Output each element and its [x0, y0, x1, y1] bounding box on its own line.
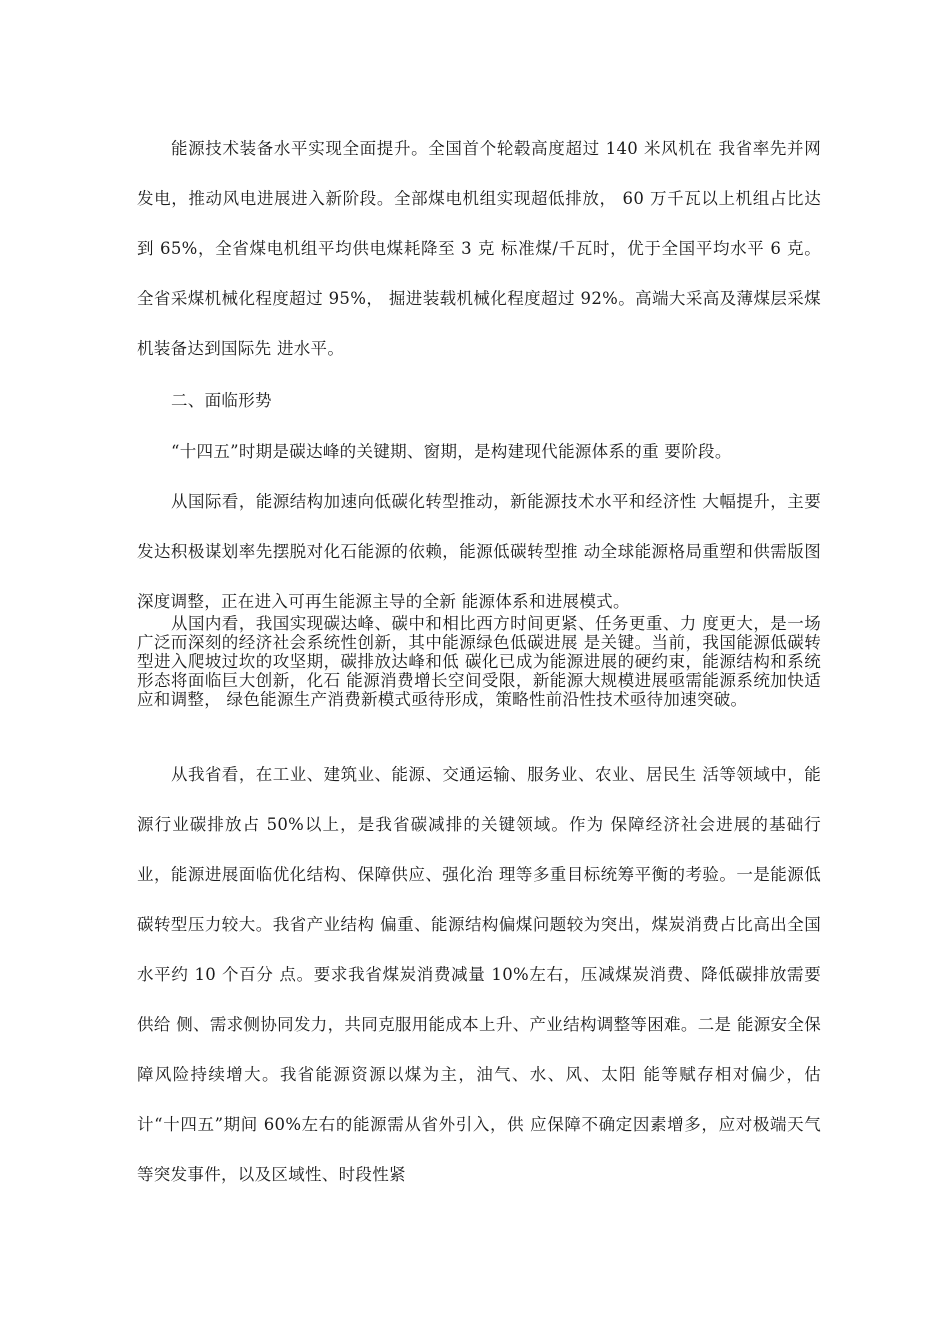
paragraph-province: 从我省看，在工业、建筑业、能源、交通运输、服务业、农业、居民生 活等领域中，能源行业碳排放占 50%以上，是我省碳减排的关键领域。作为 保障经济社会进展的基础行业，能源进展面临优化结构、保障供应、强化治 理等多重目标统筹平衡的考验。一是能源低碳转型压力较大。我省产业结构 偏重、能源结构偏煤问题较为突出，煤炭消费占比高出全国水平约 10 个百分 点。要求我省煤炭消费减量 10%左右，压减煤炭消费、降低碳排放需要供给 侧、需求侧协同发力，共同克服用能成本上升、产业结构调整等困难。二是 能源安全保障风险持续增大。我省能源资源以煤为主，油气、水、风、太阳 能等赋存相对偏少，估计“十四五”期间 60%左右的能源需从省外引入，供 应保障不确定因素增多，应对极端天气等突发事件，以及区域性、时段性紧: [137, 765, 821, 1184]
section-heading-situation: 二、面临形势: [171, 391, 272, 410]
paragraph-domestic: 从国内看，我国实现碳达峰、碳中和相比西方时间更紧、任务更重、力 度更大，是一场广泛而深刻的经济社会系统性创新，其中能源绿色低碳进展 是关键。当前，我国能源低碳转型进入爬坡过坎的攻坚期，碳排放达峰和低 碳化已成为能源进展的硬约束，能源结构和系统形态将面临巨大创新，化石 能源消费增长空间受限，新能源大规模进展亟需能源系统加快适应和调整， 绿色能源生产消费新模式亟待形成，策略性前沿性技术亟待加速突破。: [137, 614, 821, 709]
paragraph-tech-equipment: 能源技术装备水平实现全面提升。全国首个轮毂高度超过 140 米风机在 我省率先并网发电，推动风电进展进入新阶段。全部煤电机组实现超低排放， 60 万千瓦以上机组占比达到 65%，全省煤电机组平均供电煤耗降至 3 克 标准煤/千瓦时，优于全国平均水平 6 克。全省采煤机械化程度超过 95%， 掘进装载机械化程度超过 92%。高端大采高及薄煤层采煤机装备达到国际先 进水平。: [137, 139, 821, 358]
paragraph-international: 从国际看，能源结构加速向低碳化转型推动，新能源技术水平和经济性 大幅提升，主要发达积极谋划率先摆脱对化石能源的依赖，能源低碳转型推 动全球能源格局重塑和供需版图深度调整，正在进入可再生能源主导的全新 能源体系和进展模式。: [137, 492, 821, 611]
paragraph-14th-five-year: “十四五”时期是碳达峰的关键期、窗期，是构建现代能源体系的重 要阶段。: [171, 442, 732, 461]
